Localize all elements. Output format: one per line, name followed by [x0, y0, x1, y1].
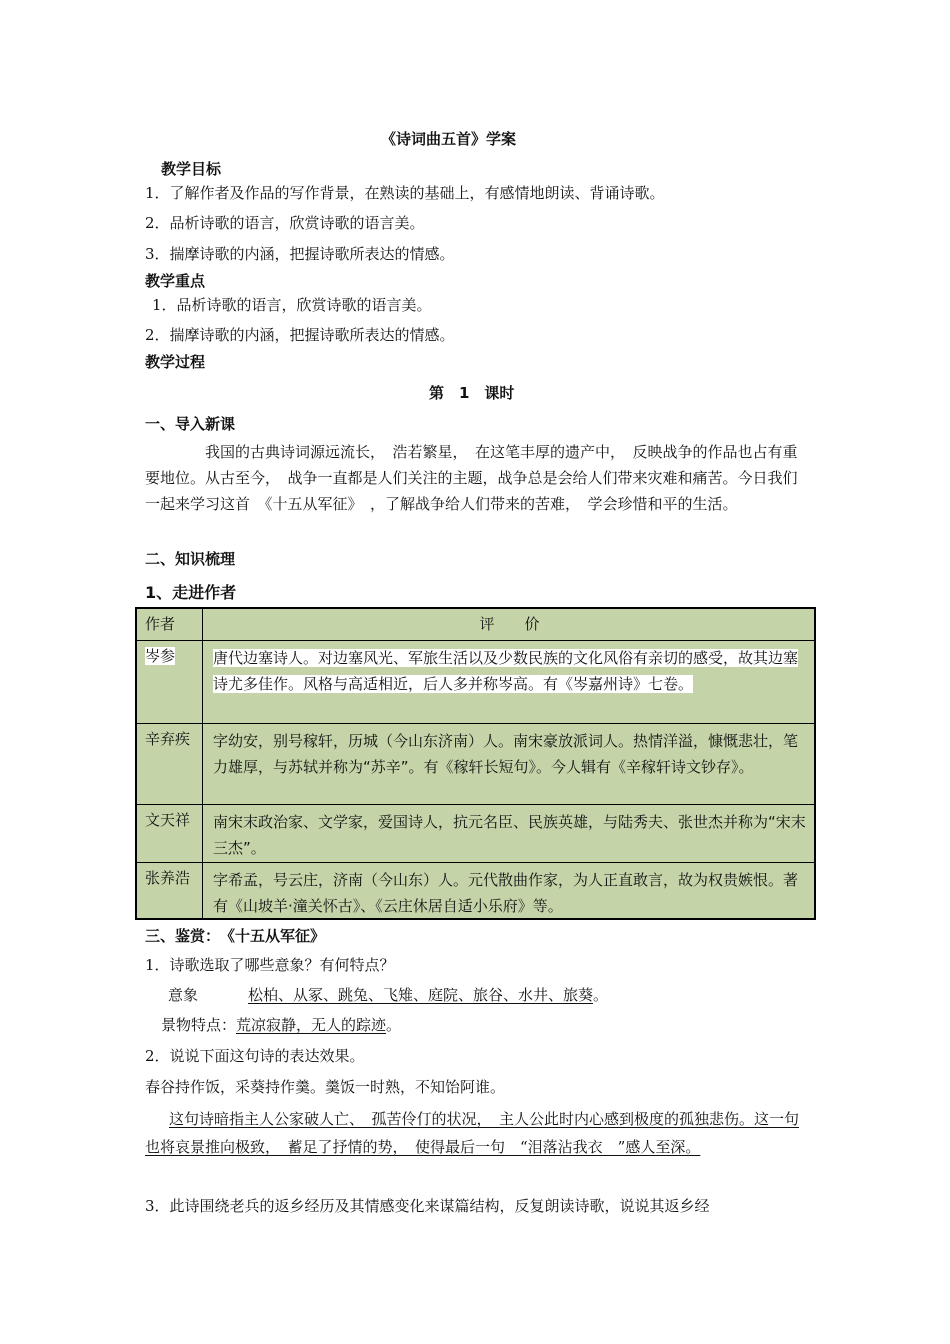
imagery-answer: 松柏、从冢、跳兔、飞雉、庭院、旅谷、水井、旅葵 [248, 986, 594, 1004]
key-point-item: 2．揣摩诗歌的内涵，把握诗歌所表达的情感。 [145, 326, 455, 344]
author-table [135, 607, 816, 920]
imagery-end: 。 [593, 986, 609, 1004]
scene-line [161, 1015, 401, 1035]
author-evaluation [203, 641, 814, 723]
appreciation-heading: 三、鉴赏： 《十五从军征》 [145, 927, 326, 945]
goals-heading: 教学目标 [161, 160, 222, 178]
author-subheading: 1、走进作者 [145, 583, 237, 602]
author-evaluation: 字幼安，别号稼轩，历城（今山东济南）人。南宋豪放派词人。热情洋溢，慷慨悲壮，笔力雄厚，与苏轼并称为“苏辛”。有《稼轩长短句》。今人辑有《辛稼轩诗文钞存》。 [213, 732, 799, 776]
table-row [137, 862, 814, 918]
author-name-text: 岑参 [145, 647, 176, 665]
table-header-evaluation: 评 价 [479, 615, 540, 633]
poem-line: 春谷持作饭，采葵持作羹。羹饭一时熟，不知饴阿谁。 [145, 1078, 506, 1096]
table-row [137, 640, 814, 723]
answer-2: 这句诗暗指主人公家破人亡、 孤苦伶仃的状况， 主人公此时内心感到极度的孤独悲伤。这一句也将哀景推向极致， 蓄足了抒情的势， 使得最后一句 “泪落沾我衣 ”感人至深。 [145, 1110, 800, 1156]
question-1: 1．诗歌选取了哪些意象？有何特点？ [145, 956, 395, 974]
key-point-item: 1．品析诗歌的语言，欣赏诗歌的语言美。 [152, 296, 432, 314]
process-heading: 教学过程 [145, 353, 206, 371]
goal-item: 3．揣摩诗歌的内涵，把握诗歌所表达的情感。 [145, 245, 455, 263]
author-name: 张养浩 [137, 863, 203, 918]
author-evaluation-text: 唐代边塞诗人。对边塞风光、军旅生活以及少数民族的文化风俗有亲切的感受，故其边塞诗尤多佳作。风格与高适相近，后人多并称岑高。有《岑嘉州诗》七卷。 [213, 649, 799, 693]
table-row [137, 723, 814, 804]
scene-label: 景物特点： [161, 1016, 237, 1034]
lesson-title: 第 1 课时 [429, 384, 515, 402]
author-name [137, 641, 203, 723]
imagery-label: 意象 [168, 986, 199, 1004]
author-name: 辛弃疾 [137, 724, 203, 804]
knowledge-heading: 二、知识梳理 [145, 550, 236, 568]
intro-paragraph: 我国的古典诗词源远流长， 浩若繁星， 在这笔丰厚的遗产中， 反映战争的作品也占有重要地位。从古至今， 战争一直都是人们关注的主题，战争总是会给人们带来灾难和痛苦。今日我们一起来学习这首 《十五从军征》 ，了解战争给人们带来的苦难， 学会珍惜和平的生活。 [145, 443, 798, 513]
scene-answer: 荒凉寂静，无人的踪迹 [236, 1016, 387, 1034]
author-evaluation: 南宋末政治家、文学家，爱国诗人，抗元名臣、民族英雄，与陆秀夫、张世杰并称为“宋末三杰”。 [213, 813, 806, 857]
table-header-author: 作者 [137, 609, 203, 640]
goal-item: 2．品析诗歌的语言，欣赏诗歌的语言美。 [145, 214, 425, 232]
question-2: 2．说说下面这句诗的表达效果。 [145, 1047, 365, 1065]
table-row [137, 804, 814, 862]
goal-item: 1．了解作者及作品的写作背景，在熟读的基础上，有感情地朗读、背诵诗歌。 [145, 184, 665, 202]
document-title: 《诗词曲五首》学案 [381, 130, 517, 148]
author-name: 文天祥 [137, 805, 203, 862]
table-header-row [137, 609, 814, 640]
intro-heading: 一、导入新课 [145, 415, 236, 433]
question-3: 3．此诗围绕老兵的返乡经历及其情感变化来谋篇结构，反复朗读诗歌，说说其返乡经 [145, 1197, 710, 1215]
author-evaluation: 字希孟，号云庄，济南（今山东）人。元代散曲作家，为人正直敢言，故为权贵嫉恨。著有《山坡羊·潼关怀古》、《云庄休居自适小乐府》等。 [213, 871, 799, 915]
scene-end: 。 [386, 1016, 402, 1034]
key-points-heading: 教学重点 [145, 272, 206, 290]
imagery-line [168, 985, 608, 1005]
